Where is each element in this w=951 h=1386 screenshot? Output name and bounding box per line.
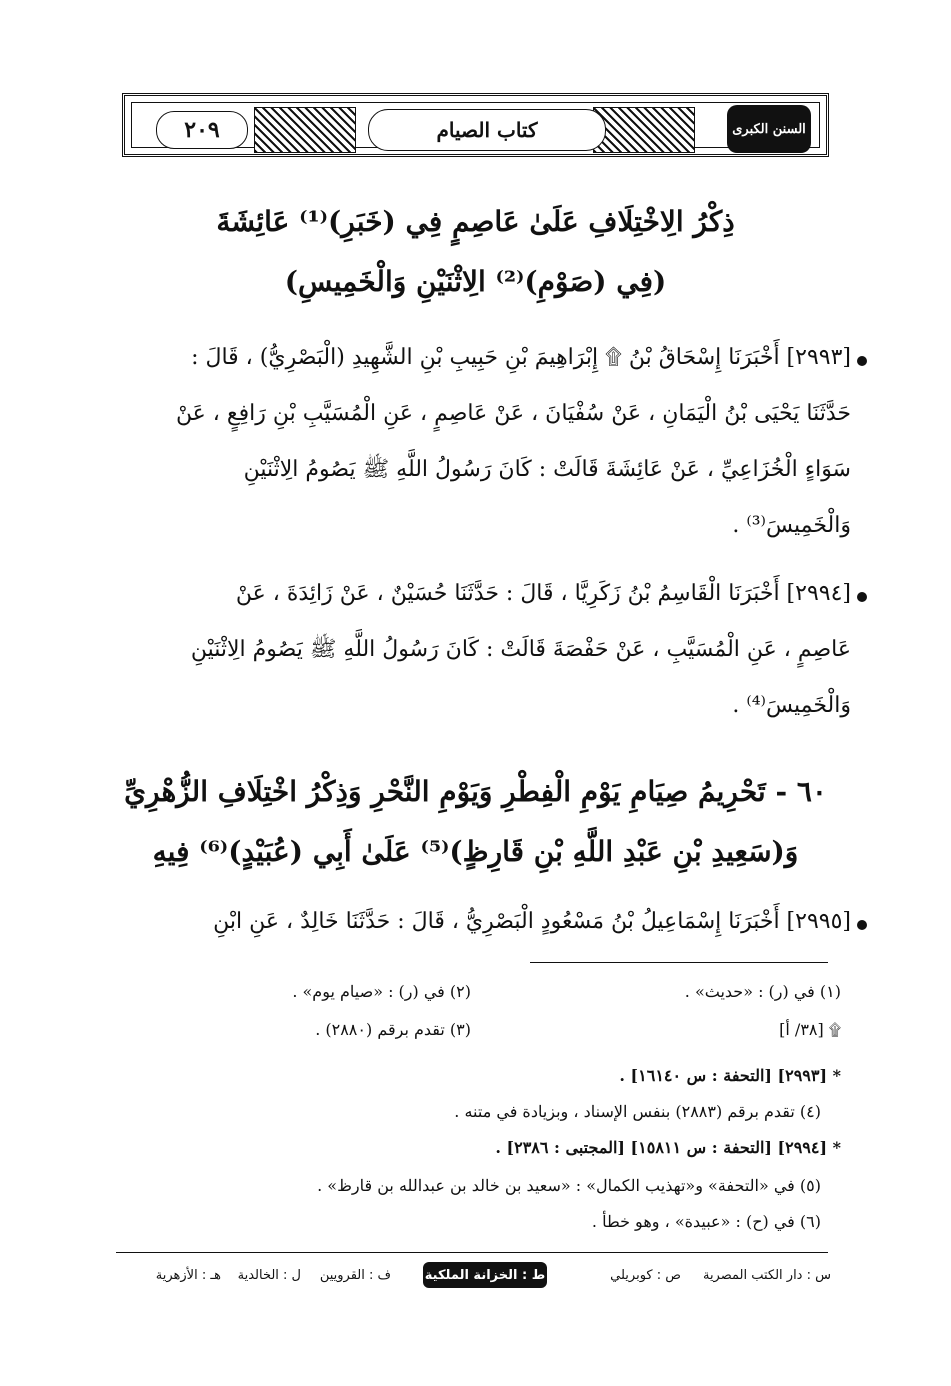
hadith-2995-line1: [٢٩٩٥] أَخْبَرَنَا إِسْمَاعِيلُ بْنُ مَسْعُودٍ الْبَصْرِيُّ ، قَالَ : حَدَّثَنَا خَالِدٌ ، عَنِ ابْنِ: [213, 909, 851, 934]
legend-s: س : دار الكتب المصرية: [702, 1268, 831, 1283]
hadith-2994-line1: [٢٩٩٤] أَخْبَرَنَا الْقَاسِمُ بْنُ زَكَرِيَّا ، قَالَ : حَدَّثَنَا حُسَيْنٌ ، عَنْ زَائِدَةَ ، عَنْ: [235, 581, 851, 606]
footnote-2: (٢) في (ر) : «صيام يوم» .: [292, 982, 471, 1001]
hadith-2993: [110, 330, 851, 554]
section-heading-1-line2: (فِي (صَوْمِ)⁽²⁾ الِاثْنَيْنِ وَالْخَمِيسِ): [284, 265, 667, 298]
footnote-folio: ۩ [٣٨/ أ]: [779, 1020, 841, 1039]
book-title: كتاب الصيام: [436, 118, 538, 142]
section-heading-60-line1: ٦٠ - تَحْرِيمُ صِيَامِ يَوْمِ الْفِطْرِ وَيَوْمِ النَّحْرِ وَذِكْرُ اخْتِلَافِ الزُّهْرِيِّ: [124, 775, 827, 808]
bottom-separator: [116, 1252, 828, 1253]
hadith-2993-line1: [٢٩٩٣] أَخْبَرَنَا إِسْحَاقُ بْنُ ۩ إِبْرَاهِيمَ بْنِ حَبِيبِ بْنِ الشَّهِيدِ (الْبَصْرِيُّ) ، قَالَ :: [191, 345, 851, 370]
footnote-separator: [530, 962, 828, 963]
header-inner-frame: [131, 102, 820, 148]
section-heading-1-line1: ذِكْرُ الِاخْتِلَافِ عَلَىٰ عَاصِمٍ فِي (خَبَرِ)⁽¹⁾ عَائِشَةَ: [216, 205, 735, 238]
bullet-icon: [857, 592, 867, 602]
section-heading-60: [110, 762, 841, 882]
section-heading-60-line2: وَ(سَعِيدِ بْنِ عَبْدِ اللَّهِ بْنِ قَارِظٍ)⁽⁵⁾ عَلَىٰ أَبِي (عُبَيْدٍ)⁽⁶⁾ فِيهِ: [152, 835, 799, 868]
footnote-3: (٣) تقدم برقم (٢٨٨٠) .: [315, 1020, 471, 1039]
hadith-2995: [110, 894, 851, 950]
hadith-2994-line2: عَاصِمٍ ، عَنِ الْمُسَيَّبِ ، عَنْ حَفْصَةَ قَالَتْ : كَانَ رَسُولُ اللَّهِ ﷺ يَصُومُ الِاثْنَيْنِ: [190, 637, 851, 662]
legend-ta: ط : الخزانة الملكية: [424, 1267, 546, 1283]
legend-sad: ص : كوبريلي: [610, 1268, 681, 1283]
hadith-2993-line4: وَالْخَمِيسَ⁽³⁾ .: [732, 513, 851, 538]
page-number-text: ٢٠٩: [184, 117, 220, 143]
bullet-icon: [857, 356, 867, 366]
footnote-6: (٦) في (ح) : «عبيدة» ، وهو خطأ .: [591, 1212, 821, 1231]
footnote-5: (٥) في «التحفة» و«تهذيب الكمال» : «سعيد بن خالد بن عبدالله بن قارظ» .: [317, 1176, 821, 1195]
page-number: [156, 111, 248, 149]
bullet-icon: [857, 920, 867, 930]
legend-ta-badge: [423, 1262, 547, 1288]
legend-fa: ف : القرويين: [319, 1268, 391, 1283]
logo-text: السنن الكبرى: [732, 121, 806, 137]
footnote-1: (١) في (ر) : «حديث» .: [684, 982, 841, 1001]
page-header: [122, 93, 829, 157]
book-title-plate: [368, 109, 606, 151]
legend-ha: هـ : الأزهرية: [155, 1268, 221, 1283]
tuhfa-ref-2993: * [٢٩٩٣] [التحفة : س ١٦١٤٠] .: [619, 1066, 841, 1085]
hadith-2994-line3: وَالْخَمِيسَ⁽⁴⁾ .: [732, 693, 851, 718]
header-ornament-left: [254, 107, 356, 153]
section-heading-1: [110, 192, 841, 312]
hadith-2993-line2: حَدَّثَنَا يَحْيَى بْنُ الْيَمَانِ ، عَنْ سُفْيَانَ ، عَنْ عَاصِمٍ ، عَنِ الْمُسَيَّبِ بْنِ رَافِعٍ ، عَنْ: [175, 401, 851, 426]
publisher-logo: [727, 105, 811, 153]
footnote-4: (٤) تقدم برقم (٢٨٨٣) بنفس الإسناد ، وبزيادة في متنه .: [454, 1102, 821, 1121]
header-ornament-right: [593, 107, 695, 153]
legend-lam: ل : الخالدية: [237, 1268, 301, 1283]
hadith-2993-line3: سَوَاءٍ الْخُزَاعِيِّ ، عَنْ عَائِشَةَ قَالَتْ : كَانَ رَسُولُ اللَّهِ ﷺ يَصُومُ الِاثْنَيْنِ: [243, 457, 851, 482]
hadith-2994: [110, 566, 851, 734]
tuhfa-ref-2994: * [٢٩٩٤] [التحفة : س ١٥٨١١] [المجتبى : ٢٣٨٦] .: [495, 1138, 841, 1157]
